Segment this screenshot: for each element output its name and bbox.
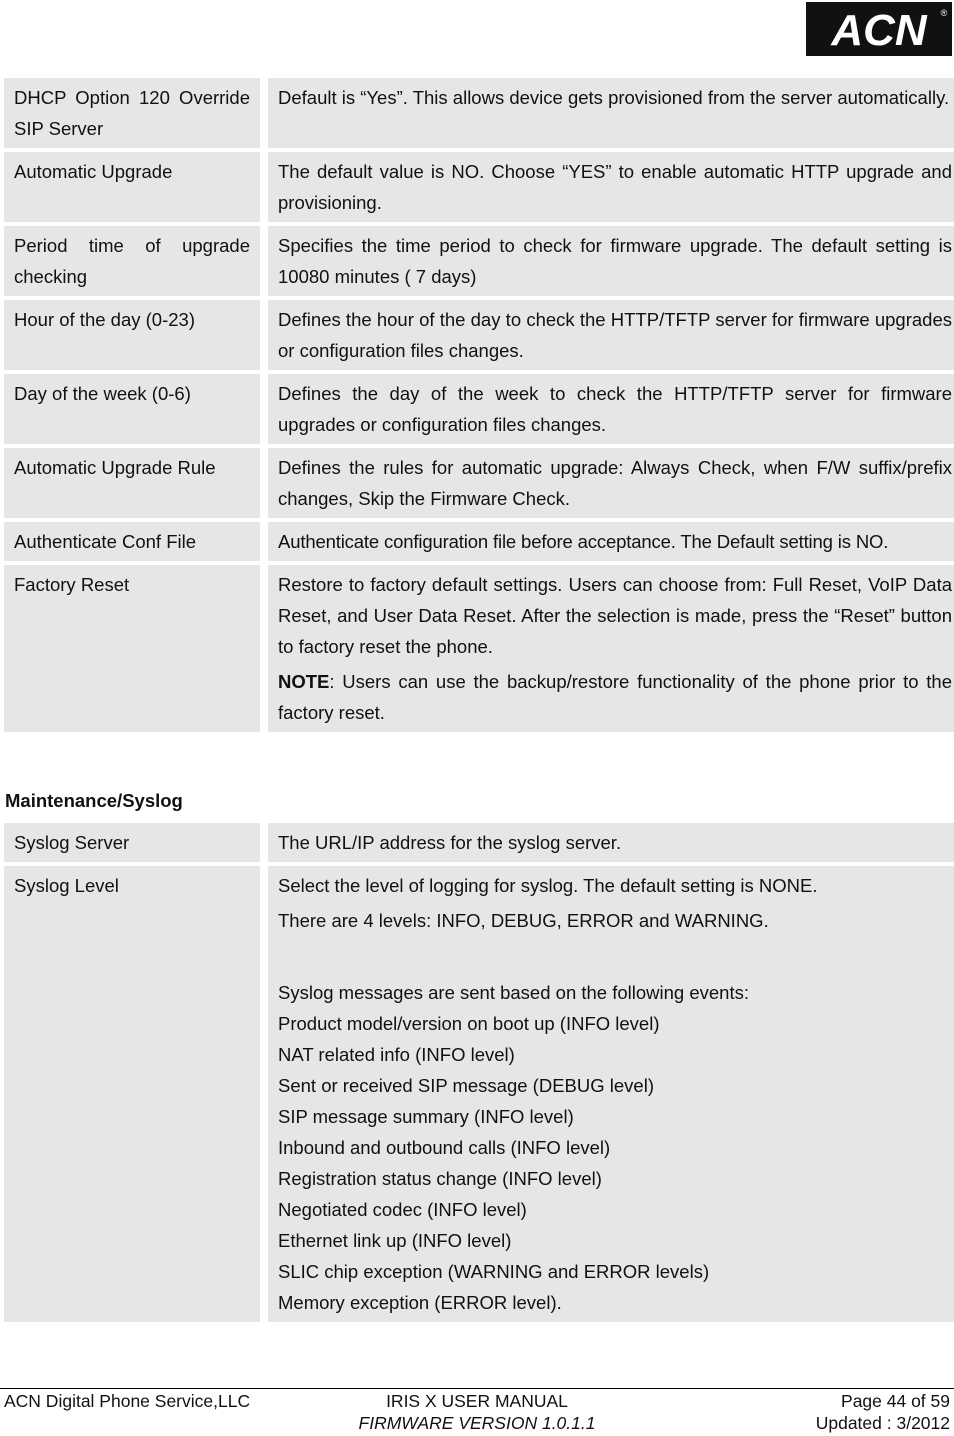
setting-description: Defines the rules for automatic upgrade: Always Check, when F/W suffix/prefix changes, Skip the Firmware Check. [260,448,954,518]
logo-registered-mark: ® [940,8,948,18]
syslog-level-line: There are 4 levels: INFO, DEBUG, ERROR and WARNING. [278,910,769,931]
setting-name: Automatic Upgrade [4,152,260,222]
syslog-event: Product model/version on boot up (INFO level) [278,1013,660,1034]
setting-name: Hour of the day (0-23) [4,300,260,370]
table-row [4,565,954,732]
footer-manual-title: IRIS X USER MANUAL [386,1391,568,1411]
table-row [4,374,954,444]
setting-name: DHCP Option 120 Override SIP Server [4,78,260,148]
footer-page-number: Page 44 of 59 [841,1391,950,1411]
syslog-event: NAT related info (INFO level) [278,1044,515,1065]
setting-description: Default is “Yes”. This allows device gets provisioned from the server automatically. [260,78,954,148]
footer-updated: Updated : 3/2012 [815,1413,950,1433]
table-row [4,152,954,222]
syslog-event: Inbound and outbound calls (INFO level) [278,1137,611,1158]
setting-description: Specifies the time period to check for firmware upgrade. The default setting is 10080 minutes ( 7 days) [260,226,954,296]
syslog-level-line: Select the level of logging for syslog. The default setting is NONE. [278,875,818,896]
table-row [4,448,954,518]
syslog-event: SLIC chip exception (WARNING and ERROR levels) [278,1261,710,1282]
setting-name: Syslog Server [4,823,260,862]
footer-divider [0,1388,954,1389]
note-label: NOTE [278,671,330,692]
syslog-table [4,819,954,1326]
factory-reset-note [278,666,952,728]
settings-table [4,74,954,736]
setting-description: Authenticate configuration file before acceptance. The Default setting is NO. [260,522,954,561]
setting-description [260,866,954,1322]
footer-firmware-version: FIRMWARE VERSION 1.0.1.1 [358,1413,596,1433]
factory-reset-description: Restore to factory default settings. Users can choose from: Full Reset, VoIP Data Reset, and User Data Reset. After the selection is made, press the “Reset” button to factory reset the phone. [278,574,952,657]
setting-description: The default value is NO. Choose “YES” to enable automatic HTTP upgrade and provisioning. [260,152,954,222]
footer-manual [0,1390,954,1434]
syslog-event: Memory exception (ERROR level). [278,1292,562,1313]
table-row [4,78,954,148]
table-row [4,226,954,296]
setting-name: Syslog Level [4,866,260,1322]
note-text: : Users can use the backup/restore functionality of the phone prior to the factory reset. [278,671,952,723]
footer-page-info [816,1390,950,1434]
acn-logo [806,2,952,56]
footer-company: ACN Digital Phone Service,LLC [4,1391,251,1411]
setting-description: The URL/IP address for the syslog server. [260,823,954,862]
table-row [4,823,954,862]
setting-name: Automatic Upgrade Rule [4,448,260,518]
setting-name: Day of the week (0-6) [4,374,260,444]
setting-description: Defines the hour of the day to check the HTTP/TFTP server for firmware upgrades or configuration files changes. [260,300,954,370]
setting-description: Defines the day of the week to check the HTTP/TFTP server for firmware upgrades or configuration files changes. [260,374,954,444]
setting-name: Period time of upgrade checking [4,226,260,296]
setting-description [260,565,954,732]
section-title: Maintenance/Syslog [5,790,183,811]
setting-name: Factory Reset [4,565,260,732]
syslog-event: SIP message summary (INFO level) [278,1106,574,1127]
syslog-event: Ethernet link up (INFO level) [278,1230,512,1251]
syslog-events-intro: Syslog messages are sent based on the following events: [278,982,750,1003]
logo-text: ACN [831,6,927,55]
syslog-event: Negotiated codec (INFO level) [278,1199,527,1220]
syslog-event: Sent or received SIP message (DEBUG level) [278,1075,654,1096]
setting-name: Authenticate Conf File [4,522,260,561]
table-row [4,300,954,370]
syslog-event: Registration status change (INFO level) [278,1168,602,1189]
table-row [4,522,954,561]
table-row [4,866,954,1322]
